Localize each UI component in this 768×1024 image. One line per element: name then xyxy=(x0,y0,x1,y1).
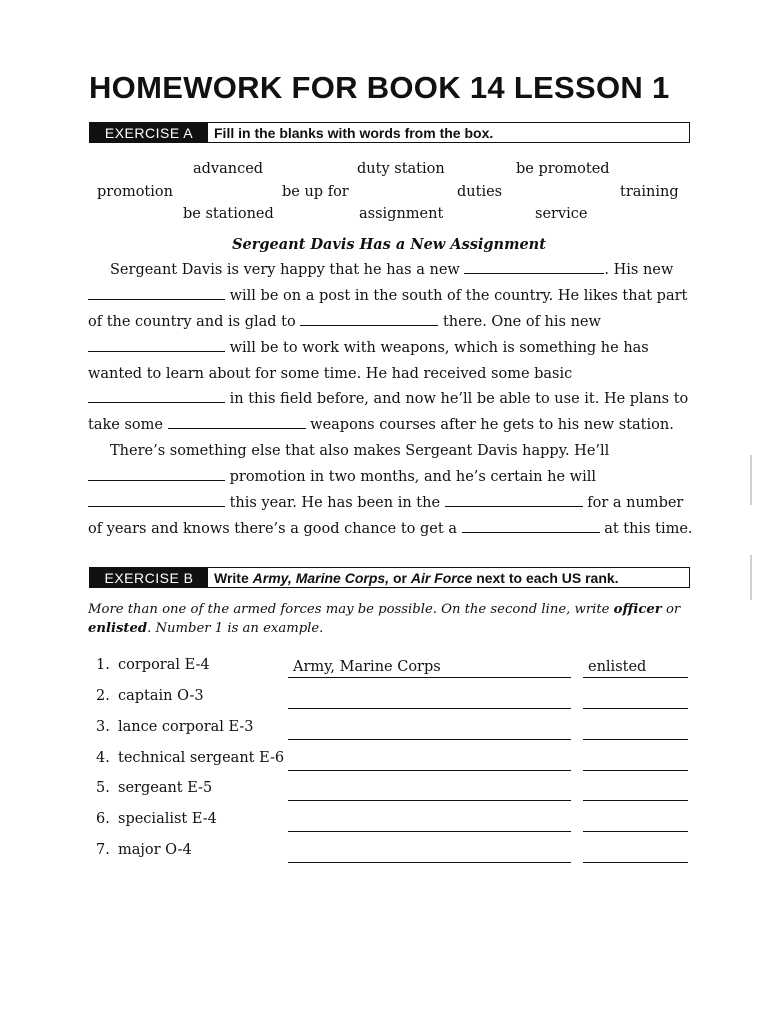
word-box-item: be promoted xyxy=(516,161,610,177)
blank-field[interactable] xyxy=(88,466,225,481)
blank-field[interactable] xyxy=(88,492,225,507)
exercise-a-instruction: Fill in the blanks with words from the box. xyxy=(214,124,494,141)
force-answer-line[interactable] xyxy=(288,842,571,863)
exercise-b-instruction: Write Army, Marine Corps, or Air Force next to each US rank. xyxy=(214,569,619,586)
word-box-item: training xyxy=(620,184,679,200)
story-line: There’s something else that also makes Sergeant Davis happy. He’ll xyxy=(110,443,610,459)
type-answer-line[interactable] xyxy=(583,842,688,863)
story-line: will be to work with weapons, which is something he has xyxy=(88,337,649,359)
word-box-item: service xyxy=(535,206,588,222)
word-box-item: be stationed xyxy=(183,206,274,222)
word-box-item: duty station xyxy=(357,161,445,177)
type-answer-line[interactable] xyxy=(583,811,688,832)
blank-field[interactable] xyxy=(462,518,600,533)
story-line: Sergeant Davis is very happy that he has a new . His new xyxy=(110,259,673,281)
force-answer-line[interactable] xyxy=(288,811,571,832)
rank-item: 7. major O-4 xyxy=(96,842,192,858)
word-box-item: be up for xyxy=(282,184,349,200)
story-line: take some weapons courses after he gets to his new station. xyxy=(88,414,674,436)
story-line: wanted to learn about for some time. He had received some basic xyxy=(88,366,573,382)
story-line: of the country and is glad to there. One of his new xyxy=(88,311,601,333)
rank-item: 6. specialist E-4 xyxy=(96,811,217,827)
force-answer-line[interactable] xyxy=(288,688,571,709)
scan-artifact xyxy=(750,555,752,600)
force-answer-line[interactable] xyxy=(288,750,571,771)
word-box-item: assignment xyxy=(359,206,444,222)
story-line: of years and knows there’s a good chance to get a at this time. xyxy=(88,518,693,540)
force-answer-line[interactable] xyxy=(288,780,571,801)
rank-item: 4. technical sergeant E-6 xyxy=(96,750,285,766)
rank-item: 2. captain O-3 xyxy=(96,688,204,704)
exercise-a-header xyxy=(89,122,690,143)
blank-field[interactable] xyxy=(88,285,225,300)
story-line: promotion in two months, and he’s certain he will xyxy=(88,466,596,488)
word-box-item: promotion xyxy=(97,184,173,200)
word-box-item: advanced xyxy=(193,161,264,177)
exercise-b-label: EXERCISE B xyxy=(90,568,208,587)
rank-item: 1. corporal E-4 xyxy=(96,657,210,673)
type-answer-line[interactable]: enlisted xyxy=(583,657,688,678)
type-answer-line[interactable] xyxy=(583,719,688,740)
rank-item: 5. sergeant E-5 xyxy=(96,780,213,796)
type-answer-line[interactable] xyxy=(583,688,688,709)
exercise-b-header xyxy=(89,567,690,588)
word-box-item: duties xyxy=(457,184,503,200)
exercise-a-label: EXERCISE A xyxy=(90,123,208,142)
exercise-b-note: More than one of the armed forces may be possible. On the second line, write officer or enlisted. Number 1 is an example. xyxy=(88,602,681,636)
scan-artifact xyxy=(750,455,752,505)
type-answer-line[interactable] xyxy=(583,780,688,801)
force-answer-line[interactable] xyxy=(288,719,571,740)
force-answer-line[interactable]: Army, Marine Corps xyxy=(288,657,571,678)
blank-field[interactable] xyxy=(88,337,225,352)
rank-item: 3. lance corporal E-3 xyxy=(96,719,254,735)
story-line: this year. He has been in the for a number xyxy=(88,492,683,514)
page-title: HOMEWORK FOR BOOK 14 LESSON 1 xyxy=(89,70,670,105)
blank-field[interactable] xyxy=(445,492,583,507)
story-title: Sergeant Davis Has a New Assignment xyxy=(232,236,546,253)
story-line: in this field before, and now he’ll be able to use it. He plans to xyxy=(88,388,688,410)
blank-field[interactable] xyxy=(88,388,225,403)
story-line: will be on a post in the south of the country. He likes that part xyxy=(88,285,687,307)
blank-field[interactable] xyxy=(464,259,604,274)
type-answer-line[interactable] xyxy=(583,750,688,771)
blank-field[interactable] xyxy=(168,414,306,429)
blank-field[interactable] xyxy=(300,311,438,326)
